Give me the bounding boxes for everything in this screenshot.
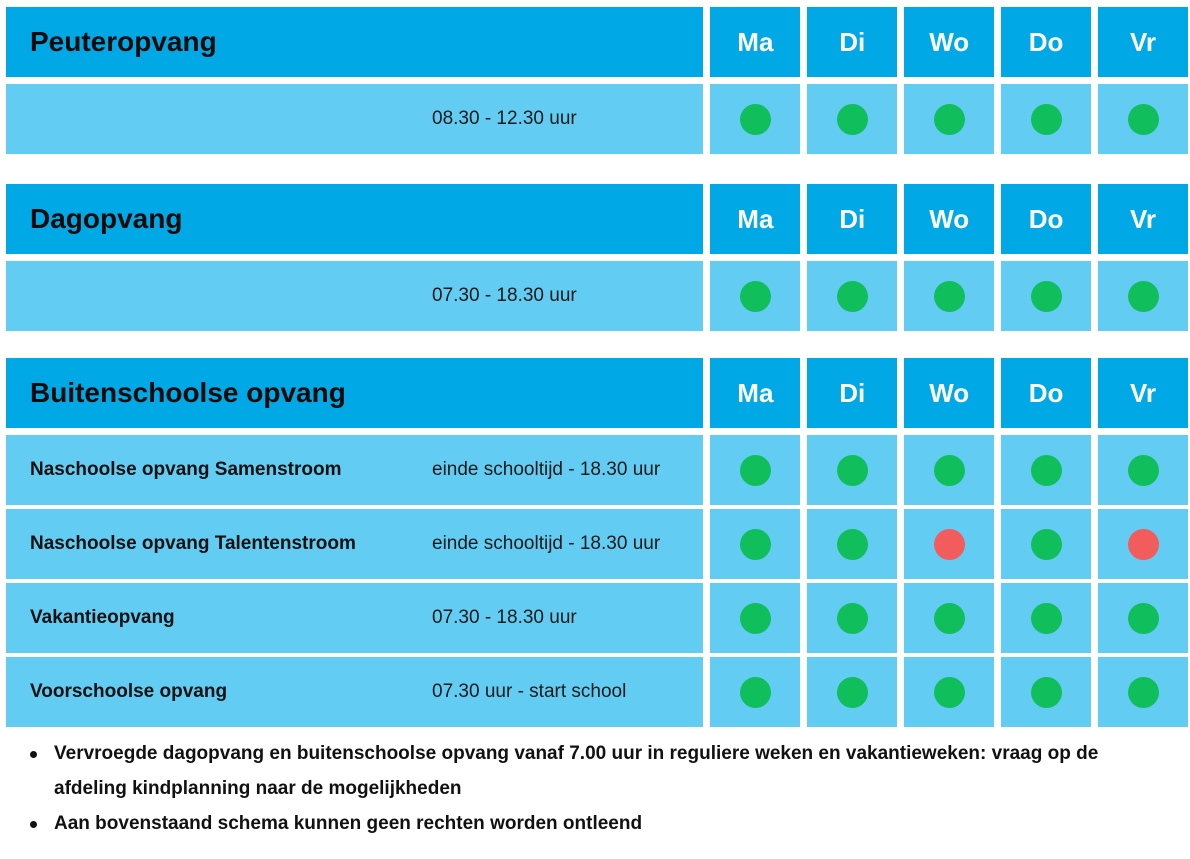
availability-dot <box>740 677 771 708</box>
day-header-vr: Vr <box>1130 377 1157 408</box>
availability-dot <box>837 455 868 486</box>
row-name: Naschoolse opvang Samenstroom <box>30 459 342 480</box>
table-row <box>6 509 1188 579</box>
note-item: Aan bovenstaand schema kunnen geen rechten worden ontleend <box>30 806 1170 841</box>
availability-dot <box>837 281 868 312</box>
availability-dot <box>1031 281 1062 312</box>
section-buitenschoolse-opvang <box>6 358 1188 727</box>
availability-dot <box>1128 677 1159 708</box>
availability-dot <box>1128 281 1159 312</box>
notes-list <box>30 736 1170 841</box>
availability-dot <box>740 455 771 486</box>
day-header-do: Do <box>1028 26 1064 57</box>
day-header-di: Di <box>839 26 866 57</box>
availability-dot <box>1128 104 1159 135</box>
availability-dot <box>1031 677 1062 708</box>
row-time: 07.30 uur - start school <box>432 681 627 702</box>
row-time: 07.30 - 18.30 uur <box>432 285 577 306</box>
availability-dot <box>934 104 965 135</box>
availability-dot <box>740 104 771 135</box>
availability-dot <box>837 529 868 560</box>
day-header-wo: Wo <box>929 377 970 408</box>
availability-dot <box>740 281 771 312</box>
day-header-ma: Ma <box>737 26 774 57</box>
row-name: Voorschoolse opvang <box>30 681 228 702</box>
day-header-vr: Vr <box>1130 203 1157 234</box>
row-name: Naschoolse opvang Talentenstroom <box>30 533 356 554</box>
row-time: einde schooltijd - 18.30 uur <box>432 459 661 480</box>
row-time: 08.30 - 12.30 uur <box>432 108 577 129</box>
section-title: Buitenschoolse opvang <box>30 377 346 408</box>
section-title: Dagopvang <box>30 203 183 234</box>
section-peuteropvang <box>6 7 1188 154</box>
availability-dot <box>1128 529 1159 560</box>
table-row <box>6 435 1188 505</box>
day-header-ma: Ma <box>737 203 774 234</box>
table-row <box>6 84 1188 154</box>
availability-dot <box>934 603 965 634</box>
day-header-di: Di <box>839 377 866 408</box>
row-time: 07.30 - 18.30 uur <box>432 607 577 628</box>
day-header-do: Do <box>1028 203 1064 234</box>
section-dagopvang <box>6 184 1188 331</box>
availability-dot <box>740 529 771 560</box>
availability-dot <box>1031 529 1062 560</box>
availability-dot <box>1031 104 1062 135</box>
availability-dot <box>934 677 965 708</box>
day-header-wo: Wo <box>929 203 970 234</box>
availability-dot <box>837 603 868 634</box>
section-header <box>6 7 1188 77</box>
availability-dot <box>1128 455 1159 486</box>
availability-dot <box>934 529 965 560</box>
availability-dot <box>1031 603 1062 634</box>
day-header-do: Do <box>1028 377 1064 408</box>
availability-dot <box>740 603 771 634</box>
availability-dot <box>934 455 965 486</box>
table-row <box>6 657 1188 727</box>
day-header-wo: Wo <box>929 26 970 57</box>
day-header-vr: Vr <box>1130 26 1157 57</box>
availability-dot <box>1128 603 1159 634</box>
availability-dot <box>837 104 868 135</box>
section-header <box>6 358 1188 428</box>
day-header-di: Di <box>839 203 866 234</box>
table-row <box>6 583 1188 653</box>
section-title: Peuteropvang <box>30 26 217 57</box>
row-name: Vakantieopvang <box>30 607 175 628</box>
availability-dot <box>934 281 965 312</box>
note-item: Vervroegde dagopvang en buitenschoolse opvang vanaf 7.00 uur in reguliere weken en vakantieweken: vraag op de afdeling kindplanning naar de mogelijkheden <box>30 736 1170 806</box>
availability-dot <box>1031 455 1062 486</box>
row-time: einde schooltijd - 18.30 uur <box>432 533 661 554</box>
section-header <box>6 184 1188 254</box>
availability-dot <box>837 677 868 708</box>
day-header-ma: Ma <box>737 377 774 408</box>
table-row <box>6 261 1188 331</box>
